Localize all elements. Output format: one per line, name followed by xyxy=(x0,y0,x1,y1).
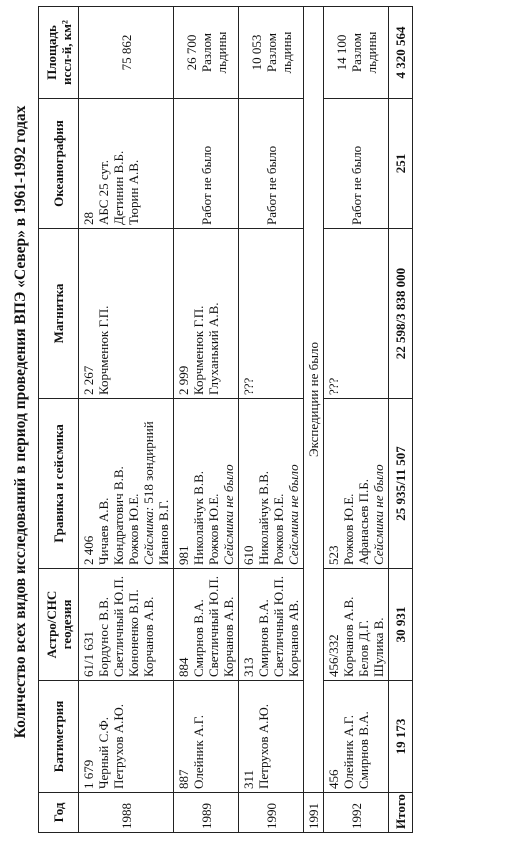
magnetics-cell xyxy=(174,229,239,399)
area-cell xyxy=(324,7,389,99)
cell-line: АБС 25 сут. xyxy=(96,160,111,225)
bathymetry-cell xyxy=(324,681,389,793)
cell-line: льдины xyxy=(213,31,229,74)
total-bathymetry: 19 173 xyxy=(389,681,413,793)
cell-line: Светличный Ю.П. xyxy=(271,576,286,677)
totals-row xyxy=(389,7,413,833)
total-gravity: 25 935/11 507 xyxy=(389,399,413,569)
seismic-note: Сейсмики не было xyxy=(286,464,301,565)
astro-cell xyxy=(239,569,304,681)
cell-line: 981 xyxy=(176,545,191,565)
header-astro: Астро/СНС геодезия xyxy=(39,569,79,681)
cell-line: Николайчук В.В. xyxy=(191,471,206,565)
cell-line: Светличный Ю.П. xyxy=(206,576,221,677)
cell-line: Рожков Ю.Е. xyxy=(271,493,286,565)
cell-line: Олейник А.Г. xyxy=(191,714,206,789)
header-area: Площадь иссл-й, км² xyxy=(39,7,79,99)
year-cell: 1992 xyxy=(324,793,389,833)
cell-line: Тюрин А.В. xyxy=(126,159,141,225)
header-year: Год xyxy=(39,793,79,833)
cell-line: Корчменюк Г.П. xyxy=(96,305,111,395)
gravity-cell xyxy=(239,399,304,569)
cell-line: Смирнов В.А. xyxy=(256,599,271,677)
cell-line: 456/332 xyxy=(326,634,341,677)
cell-line: Разлом xyxy=(348,32,364,73)
page-title: Количество всех видов исследований в период проведения ВПЭ «Север» в 1961-1992 годах xyxy=(12,105,29,739)
cell-line: Глуханький А.В. xyxy=(206,302,221,395)
magnetics-cell xyxy=(79,229,174,399)
seismic-label: Сейсмика: xyxy=(141,506,156,565)
cell-line: льдины xyxy=(278,31,294,74)
cell-line: Белов Д.Г. xyxy=(356,619,371,677)
cell-line: Разлом xyxy=(263,32,279,73)
cell-line: Олейник А.Г. xyxy=(341,714,356,789)
table-row xyxy=(304,7,324,833)
gravity-cell xyxy=(174,399,239,569)
gravity-cell xyxy=(79,399,174,569)
cell-line: 311 xyxy=(241,769,256,789)
header-gravity: Гравика и сейсмика xyxy=(39,399,79,569)
header-magnetics: Магнитка xyxy=(39,229,79,399)
cell-line: ??? xyxy=(241,377,256,395)
cell-line: 10 053 xyxy=(248,34,264,71)
gravity-cell xyxy=(324,399,389,569)
cell-line: 2 267 xyxy=(81,365,96,395)
cell-line: Черный С.Ф. xyxy=(96,716,111,789)
total-oceanography: 251 xyxy=(389,99,413,229)
table-row xyxy=(239,7,304,833)
cell-line: ??? xyxy=(326,377,341,395)
area-cell: 75 862 xyxy=(79,7,174,99)
bathymetry-cell xyxy=(79,681,174,793)
cell-line: Рожков Ю.Е. xyxy=(341,493,356,565)
oceanography-cell xyxy=(79,99,174,229)
cell-line: 456 xyxy=(326,769,341,789)
astro-cell xyxy=(324,569,389,681)
table-row xyxy=(174,7,239,833)
table-row xyxy=(79,7,174,833)
cell-line: Шулика В. xyxy=(371,617,386,677)
year-cell: 1991 xyxy=(304,793,324,833)
total-magnetics: 22 598/3 838 000 xyxy=(389,229,413,399)
cell-line: Смирнов В.А. xyxy=(191,599,206,677)
cell-line: Корчменюк Г.П. xyxy=(191,305,206,395)
oceanography-cell: Работ не было xyxy=(174,99,239,229)
cell-line: Кондратович В.В. xyxy=(111,466,126,565)
cell-line: Детинин В.Б. xyxy=(111,150,126,225)
research-table xyxy=(38,6,413,833)
cell-line: 14 100 xyxy=(333,34,349,71)
total-area: 4 320 564 xyxy=(389,7,413,99)
magnetics-cell xyxy=(324,229,389,399)
cell-line: 61/1 631 xyxy=(81,631,96,677)
header-row xyxy=(39,7,79,833)
cell-line: Николайчук В.В. xyxy=(256,471,271,565)
year-cell: 1990 xyxy=(239,793,304,833)
cell-line: 887 xyxy=(176,769,191,789)
year-cell: 1989 xyxy=(174,793,239,833)
total-astro: 30 931 xyxy=(389,569,413,681)
astro-cell xyxy=(79,569,174,681)
seismic-note: Сейсмики не было xyxy=(371,464,386,565)
cell-line: Корчанов АВ. xyxy=(286,599,301,677)
cell-line: Рожков Ю.Е. xyxy=(206,493,221,565)
header-oceanography: Океанография xyxy=(39,99,79,229)
no-expedition-note: Экспедиции не было xyxy=(304,7,324,793)
cell-line: Светличный Ю.П. xyxy=(111,576,126,677)
cell-line: Бордунос В.В. xyxy=(96,596,111,677)
cell-line: 313 xyxy=(241,657,256,677)
cell-line: Иванов В.Г. xyxy=(156,499,171,565)
oceanography-cell: Работ не было xyxy=(239,99,304,229)
cell-line: Рожков Ю.Е. xyxy=(126,493,141,565)
seismic-text: 518 зондирний xyxy=(141,421,156,504)
seismic-note: Сейсмики не было xyxy=(221,464,236,565)
cell-line: 884 xyxy=(176,657,191,677)
cell-line: Петрухов А.Ю. xyxy=(256,704,271,789)
cell-line: Корчанов А.В. xyxy=(141,596,156,677)
cell-line: 610 xyxy=(241,545,256,565)
cell-line: Петрухов А.Ю. xyxy=(111,704,126,789)
magnetics-cell xyxy=(239,229,304,399)
cell-line: Кононенко В.П. xyxy=(126,589,141,677)
cell-line: Афанасьев П.Б. xyxy=(356,478,371,565)
cell-line: 2 999 xyxy=(176,365,191,395)
bathymetry-cell xyxy=(239,681,304,793)
cell-line: Чичаев А.В. xyxy=(96,497,111,565)
cell-line: Корчанов А.В. xyxy=(221,596,236,677)
header-bathymetry: Батиметрия xyxy=(39,681,79,793)
oceanography-cell: Работ не было xyxy=(324,99,389,229)
cell-line: льдины xyxy=(363,31,379,74)
bathymetry-cell xyxy=(174,681,239,793)
cell-line: Смирнов В.А. xyxy=(356,711,371,789)
cell-line: Разлом xyxy=(198,32,214,73)
totals-label: Итого xyxy=(389,793,413,833)
area-cell xyxy=(174,7,239,99)
astro-cell xyxy=(174,569,239,681)
cell-line: 523 xyxy=(326,545,341,565)
cell-line: 2 406 xyxy=(81,535,96,565)
year-cell: 1988 xyxy=(79,793,174,833)
cell-line: 1 679 xyxy=(81,759,96,789)
table-row xyxy=(324,7,389,833)
cell-line: Корчанов А.В. xyxy=(341,596,356,677)
area-cell xyxy=(239,7,304,99)
cell-line: 28 xyxy=(81,212,96,225)
cell-line: 26 700 xyxy=(183,34,199,71)
seismic-line xyxy=(141,402,156,565)
